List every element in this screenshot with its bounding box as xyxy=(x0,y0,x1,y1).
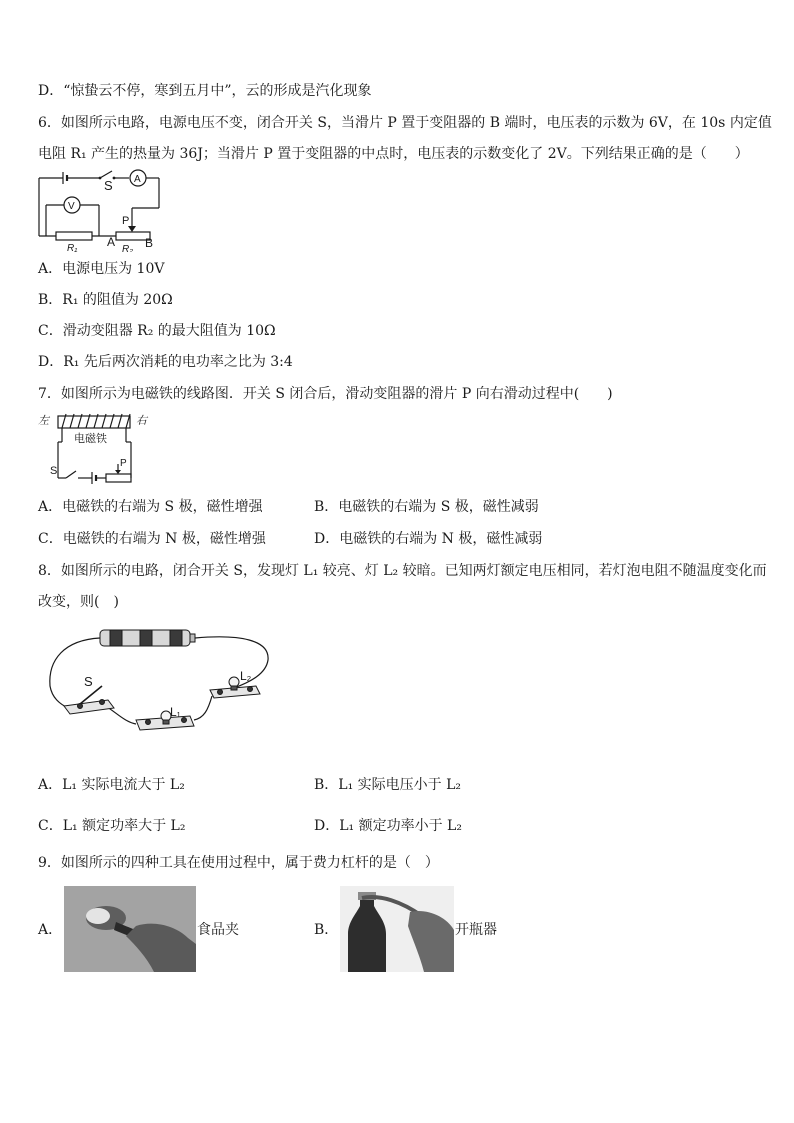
q7-option-d: D．电磁铁的右端为 N 极，磁性减弱 xyxy=(314,531,543,547)
q8-option-b: B．L₁ 实际电压小于 L₂ xyxy=(314,777,462,793)
q7-electromagnet-diagram xyxy=(36,408,156,486)
q8-option-d: D．L₁ 额定功率小于 L₂ xyxy=(314,818,462,834)
q6-option-c: C．滑动变阻器 R₂ 的最大阻值为 10Ω xyxy=(38,323,276,339)
q8-option-a: A．L₁ 实际电流大于 L₂ xyxy=(38,777,185,793)
q9-stem: 9．如图所示的四种工具在使用过程中，属于费力杠杆的是（ ） xyxy=(38,855,439,871)
q8-label-l1: L₁ xyxy=(170,705,181,719)
q5-option-d: D．“惊蛰云不停，寒到五月中”，云的形成是汽化现象 xyxy=(38,83,372,99)
q8-label-l2: L₂ xyxy=(240,669,252,683)
q7-label-core: 电磁铁 xyxy=(74,432,107,445)
q6-label-r2: R₂ xyxy=(122,244,134,252)
q9-option-b-label: 开瓶器 xyxy=(455,922,497,938)
q6-circuit-diagram xyxy=(36,166,166,252)
q7-stem: 7．如图所示为电磁铁的线路图．开关 S 闭合后，滑动变阻器的滑片 P 向右滑动过程中( ) xyxy=(38,386,613,402)
q8-stem-line1: 8．如图所示的电路，闭合开关 S，发现灯 L₁ 较亮、灯 L₂ 较暗。已知两灯额定电压相同，若灯泡电阻不随温度变化而 xyxy=(38,563,767,579)
q6-option-a: A．电源电压为 10V xyxy=(38,261,165,277)
q8-label-s: S xyxy=(84,674,93,689)
q7-option-c: C．电磁铁的右端为 N 极，磁性增强 xyxy=(38,531,266,547)
battery-pack-icon xyxy=(100,630,195,646)
q9-option-a-letter: A． xyxy=(38,922,63,938)
q9-option-a-label: 食品夹 xyxy=(197,922,239,938)
q6-stem-line1: 6．如图所示电路，电源电压不变，闭合开关 S，当滑片 P 置于变阻器的 B 端时，电压表的示数为 6V，在 10s 内定值 xyxy=(38,115,772,131)
q6-stem-line2: 电阻 R₁ 产生的热量为 36J；当滑片 P 置于变阻器的中点时，电压表的示数变化了 2V。下列结果正确的是（ ） xyxy=(38,146,749,162)
lamp-l1-icon xyxy=(136,711,194,730)
q8-option-c: C．L₁ 额定功率大于 L₂ xyxy=(38,818,186,834)
q7-label-p: P xyxy=(120,458,127,469)
q6-label-a-meter: A xyxy=(134,174,141,185)
q6-option-d: D．R₁ 先后两次消耗的电功率之比为 3:4 xyxy=(38,354,293,370)
q8-circuit-photo-diagram xyxy=(44,624,274,746)
q6-label-s: S xyxy=(104,178,113,193)
q6-label-p: P xyxy=(122,215,130,227)
q7-option-b: B．电磁铁的右端为 S 极，磁性减弱 xyxy=(314,499,539,515)
q8-stem-line2: 改变，则( ) xyxy=(38,594,119,610)
q7-label-right: 右 xyxy=(136,414,147,427)
q7-option-a: A．电磁铁的右端为 S 极，磁性增强 xyxy=(38,499,263,515)
q6-label-v-meter: V xyxy=(68,201,75,212)
q9-option-b-letter: B． xyxy=(314,922,339,938)
q6-label-end-b: B xyxy=(145,236,154,250)
q6-label-r1: R₁ xyxy=(67,243,78,252)
q6-label-end-a: A xyxy=(107,235,116,249)
switch-s-icon xyxy=(64,686,114,714)
q6-option-b: B．R₁ 的阻值为 20Ω xyxy=(38,292,173,308)
q9-option-b-image xyxy=(340,886,454,972)
q7-label-left: 左 xyxy=(38,414,49,427)
q9-option-a-image xyxy=(64,886,196,972)
q7-label-s: S xyxy=(50,465,58,477)
